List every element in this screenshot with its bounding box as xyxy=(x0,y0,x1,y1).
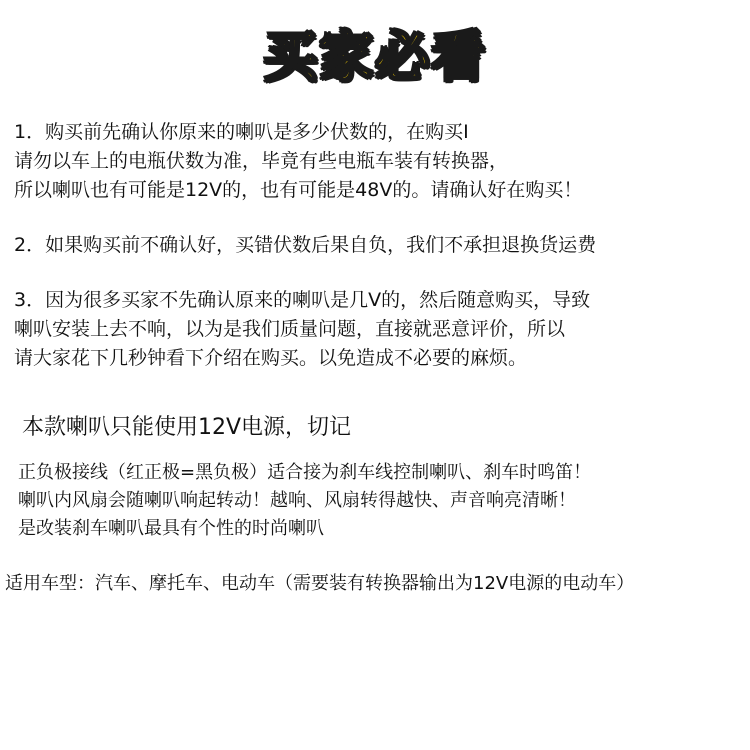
notice-1-line-3: 所以喇叭也有可能是12V的，也有可能是48V的。请确认好在购买！ xyxy=(14,179,583,201)
voltage-warning: 本款喇叭只能使用12V电源，切记 xyxy=(22,415,352,440)
notice-2 xyxy=(14,231,744,260)
feature-line-1: 正负极接线（红正极=黑负极）适合接为刹车线控制喇叭、刹车时鸣笛！ xyxy=(18,462,592,483)
notice-3-line-1: 3．因为很多买家不先确认原来的喇叭是几V的，然后随意购买，导致 xyxy=(14,289,591,311)
notice-3 xyxy=(14,286,744,373)
notice-1 xyxy=(14,118,744,205)
compatible-vehicles: 适用车型：汽车、摩托车、电动车（需要装有转换器输出为12V电源的电动车） xyxy=(5,573,635,594)
notice-2-line-1: 2．如果购买前不确认好，买错伏数后果自负，我们不承担退换货运费 xyxy=(14,234,597,256)
notice-1-line-2: 请勿以车上的电瓶伏数为准，毕竟有些电瓶车装有转换器， xyxy=(14,150,509,172)
notice-3-line-3: 请大家花下几秒钟看下介绍在购买。以免造成不必要的麻烦。 xyxy=(14,347,528,369)
page-title: 买家必看 xyxy=(263,25,487,88)
feature-list xyxy=(18,459,748,543)
feature-line-2: 喇叭内风扇会随喇叭响起转动！越响、风扇转得越快、声音响亮清晰！ xyxy=(18,490,576,511)
notice-1-line-1: 1．购买前先确认你原来的喇叭是多少伏数的，在购买I xyxy=(14,121,469,143)
notice-3-line-2: 喇叭安装上去不响，以为是我们质量问题，直接就恶意评价，所以 xyxy=(14,318,566,340)
feature-line-3: 是改装刹车喇叭最具有个性的时尚喇叭 xyxy=(18,518,324,539)
